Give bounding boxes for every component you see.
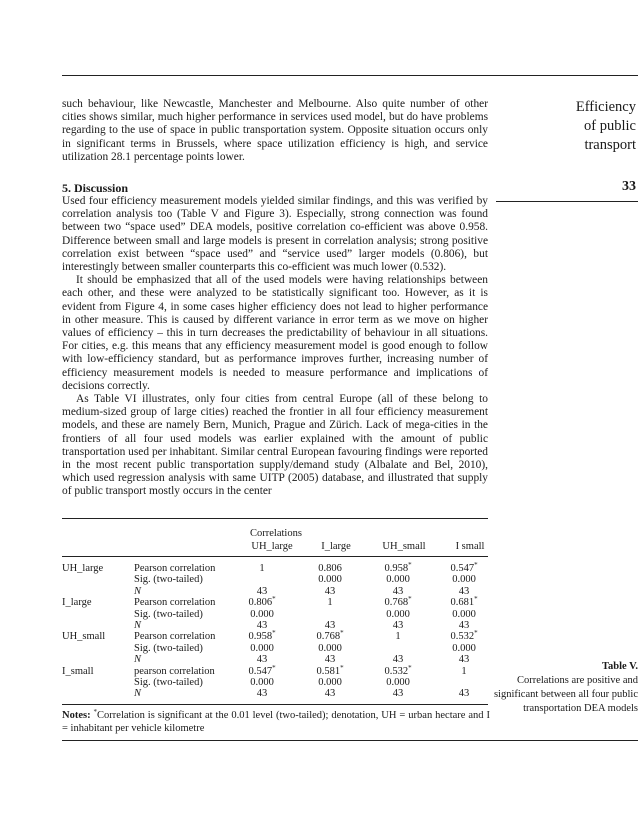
top-rule (62, 75, 638, 76)
table-cell (434, 643, 494, 655)
table-cell (300, 631, 360, 643)
row-variable-label: I_small (62, 665, 94, 677)
significance-marker: * (408, 663, 412, 672)
running-title-line: transport (584, 137, 636, 153)
paragraph-continuation (62, 98, 488, 164)
row-statistic-label: N (134, 688, 142, 700)
significance-marker: * (272, 595, 276, 604)
cell-value: 0.958 (384, 563, 409, 574)
table-cell (232, 563, 292, 575)
notes-text: Correlation is significant at the 0.01 level (two-tailed); denotation, UH = urban hectare and I = inhabitant per vehicle kilometre (62, 710, 491, 734)
table-cell (232, 663, 292, 678)
cell-value: 0.532 (384, 665, 409, 677)
cell-value: 0.000 (318, 574, 342, 586)
table-cell (300, 563, 360, 575)
page-number: 33 (622, 179, 636, 194)
sig-marker: * (93, 708, 98, 716)
table-cell (434, 563, 494, 575)
significance-marker: * (340, 663, 344, 672)
significance-marker: * (272, 629, 276, 638)
significance-marker: * (408, 595, 412, 604)
table-cell (232, 654, 292, 666)
cell-value: 43 (458, 585, 470, 597)
cell-value: 43 (324, 654, 336, 666)
cell-value: 43 (392, 688, 404, 700)
table-cell (300, 586, 360, 598)
table-header-correlations: Correlations (250, 528, 302, 539)
cell-value: 43 (256, 585, 268, 597)
cell-value: 43 (458, 688, 470, 700)
significance-marker: * (474, 595, 478, 604)
cell-value: 0.000 (318, 677, 342, 688)
table-cell (434, 609, 494, 621)
notes-bottom-rule (62, 740, 638, 741)
running-title (496, 98, 636, 155)
table-cell (434, 688, 494, 700)
table-notes (62, 709, 490, 735)
significance-marker: * (474, 561, 478, 569)
table-caption (488, 660, 638, 716)
cell-value: 43 (392, 654, 404, 666)
table-cell (368, 688, 428, 700)
table-cell (368, 586, 428, 598)
side-rule (496, 201, 638, 202)
row-statistic-label: Sig. (two-tailed) (134, 677, 203, 688)
cell-value: 0.000 (386, 677, 410, 688)
table-cell (368, 677, 428, 689)
table-cell (368, 631, 428, 643)
table-cell (300, 677, 360, 689)
table-cell (434, 631, 494, 643)
table-caption-text: Correlations are positive and significant between all four public transportation DEA models (493, 675, 638, 714)
table-cell (368, 563, 428, 575)
table-cell (434, 574, 494, 586)
table-header-rule (62, 556, 488, 557)
table-header-col: I small (455, 541, 485, 552)
cell-value: 0.768 (316, 631, 341, 643)
cell-value: 0.806 (318, 563, 342, 574)
row-statistic-label: N (134, 654, 142, 666)
row-statistic-label: Pearson correlation (134, 631, 216, 643)
cell-value: 43 (392, 620, 404, 631)
cell-value: 0.000 (452, 642, 476, 654)
row-statistic-label: Sig. (two-tailed) (134, 608, 203, 620)
paragraph-text: Used four efficiency measurement models yielded similar findings, and this was verified by correlation analysis too (Table V and Figure 3). Especially, strong connection was found between two “space used” DEA models, positive correlation co-efficient was above 0.958. Difference between small and large models is present in correlation analysis; strong positive correlation exist between “space used” and “service used” larger models (0.806), but interestingly between smaller counterparts this co-efficient was much lower (0.532). (62, 195, 488, 274)
row-statistic-label: Pearson correlation (134, 597, 216, 609)
cell-value: 43 (458, 654, 470, 666)
cell-value: 0.681 (450, 597, 475, 609)
table-cell (368, 663, 428, 678)
row-statistic-label: N (134, 620, 142, 631)
table-top-rule (62, 518, 488, 519)
row-statistic-label: Pearson correlation (134, 563, 216, 574)
table-cell (434, 666, 494, 678)
discussion-body (62, 195, 488, 499)
cell-value: 0.000 (386, 608, 410, 620)
table-cell (232, 586, 292, 598)
row-variable-label: UH_small (62, 631, 106, 643)
cell-value: 0.000 (250, 642, 274, 654)
table-cell (368, 597, 428, 609)
table-cell (300, 663, 360, 678)
table-caption-number: Table V. (602, 661, 638, 672)
cell-value: 0.581 (316, 665, 341, 677)
table-header-col: UH_small (382, 541, 426, 552)
table-header-col: UH_large (251, 541, 293, 552)
table-cell (300, 574, 360, 586)
significance-marker: * (408, 561, 412, 569)
paragraph-text: such behaviour, like Newcastle, Manchester and Melbourne. Also quite number of other cities shows similar, much higher performance in services used model, but do have problems regarding to the use of space in public transportation system. Opposite situation occurs only in significant terms in Brussels, where space utilization efficiency is high, and service utilization 28.1 percentage points lower. (62, 98, 488, 163)
cell-value: 43 (256, 654, 268, 666)
cell-value: 43 (324, 620, 336, 631)
table-cell (434, 597, 494, 609)
cell-value: 0.000 (250, 677, 274, 688)
table-cell (232, 597, 292, 609)
table-cell (232, 609, 292, 621)
row-statistic-label: pearson correlation (134, 665, 215, 677)
cell-value: 0.532 (450, 631, 475, 643)
cell-value: 0.000 (250, 608, 274, 620)
cell-value: 43 (458, 620, 470, 631)
table-cell (300, 688, 360, 700)
cell-value: 43 (392, 585, 404, 597)
running-title-line: of public (584, 118, 636, 134)
table-cell (232, 677, 292, 689)
cell-value: 1 (327, 597, 333, 609)
table-cell (300, 597, 360, 609)
table-cell (368, 574, 428, 586)
cell-value: 0.958 (248, 631, 273, 643)
table-cell (232, 631, 292, 643)
cell-value: 0.547 (248, 665, 273, 677)
significance-marker: * (474, 629, 478, 638)
table-cell (300, 643, 360, 655)
significance-marker: * (340, 629, 344, 638)
cell-value: 43 (256, 620, 268, 631)
cell-value: 0.000 (452, 574, 476, 586)
row-variable-label: I_large (62, 597, 92, 609)
table-cell (232, 643, 292, 655)
cell-value: 43 (324, 688, 336, 700)
cell-value: 0.806 (248, 597, 273, 609)
running-title-line: Efficiency (575, 99, 636, 115)
table-cell (368, 609, 428, 621)
table-bottom-rule (62, 704, 488, 705)
cell-value: 1 (461, 665, 467, 677)
row-statistic-label: Sig. (two-tailed) (134, 642, 203, 654)
row-statistic-label: N (134, 585, 142, 597)
row-statistic-label: Sig. (two-tailed) (134, 574, 203, 586)
table-header-col: I_large (321, 541, 351, 552)
table-cell (434, 654, 494, 666)
cell-value: 43 (324, 585, 336, 597)
cell-value: 0.547 (450, 563, 475, 574)
cell-value: 0.000 (386, 574, 410, 586)
row-variable-label: UH_large (62, 563, 104, 574)
cell-value: 0.000 (452, 608, 476, 620)
section-heading: 5. Discussion (62, 181, 129, 195)
cell-value: 0.000 (318, 642, 342, 654)
table-cell (300, 654, 360, 666)
table-cell (368, 654, 428, 666)
cell-value: 43 (256, 688, 268, 700)
cell-value: 1 (395, 631, 401, 643)
notes-label: Notes: (62, 710, 91, 721)
cell-value: 0.768 (384, 597, 409, 609)
paragraph-text: As Table VI illustrates, only four cities from central Europe (all of these belong to medium-sized group of large cities) reached the frontier in all four efficiency measurement models, and these are namely Bern, Munich, Prague and Zürich. Lack of mega-cities in the frontiers of all four used models was earlier explained with the amount of public transportation used per inhabitant. Similar central European favouring findings were reported in the most recent public transportation supply/demand study (Albalate and Bel, 2010), which used regression analysis with same UITP (2005) database, and illustrated that supply of public transport mostly occurs in the center (62, 393, 488, 498)
table-cell (368, 620, 428, 632)
table-cell (434, 586, 494, 598)
paragraph-text: It should be emphasized that all of the used models were having relationships between each other, and these were analyzed to be statistically significant too. However, as it is evident from Figure 4, in some cases higher efficiency does not lead to higher performance in other measure. This is caused by different variance in error term as we move on higher values of efficiency – this in turn decreases the predictability of behaviour in all situations. For cities, e.g. this means that any efficiency measurement model is good enough to follow with low-efficiency standard, but as performance improves further, increasing number of efficiency measurement models is needed to measure performance and implications of decisions correctly. (62, 274, 488, 392)
table-cell (232, 688, 292, 700)
significance-marker: * (272, 663, 276, 672)
cell-value: 1 (259, 563, 265, 574)
